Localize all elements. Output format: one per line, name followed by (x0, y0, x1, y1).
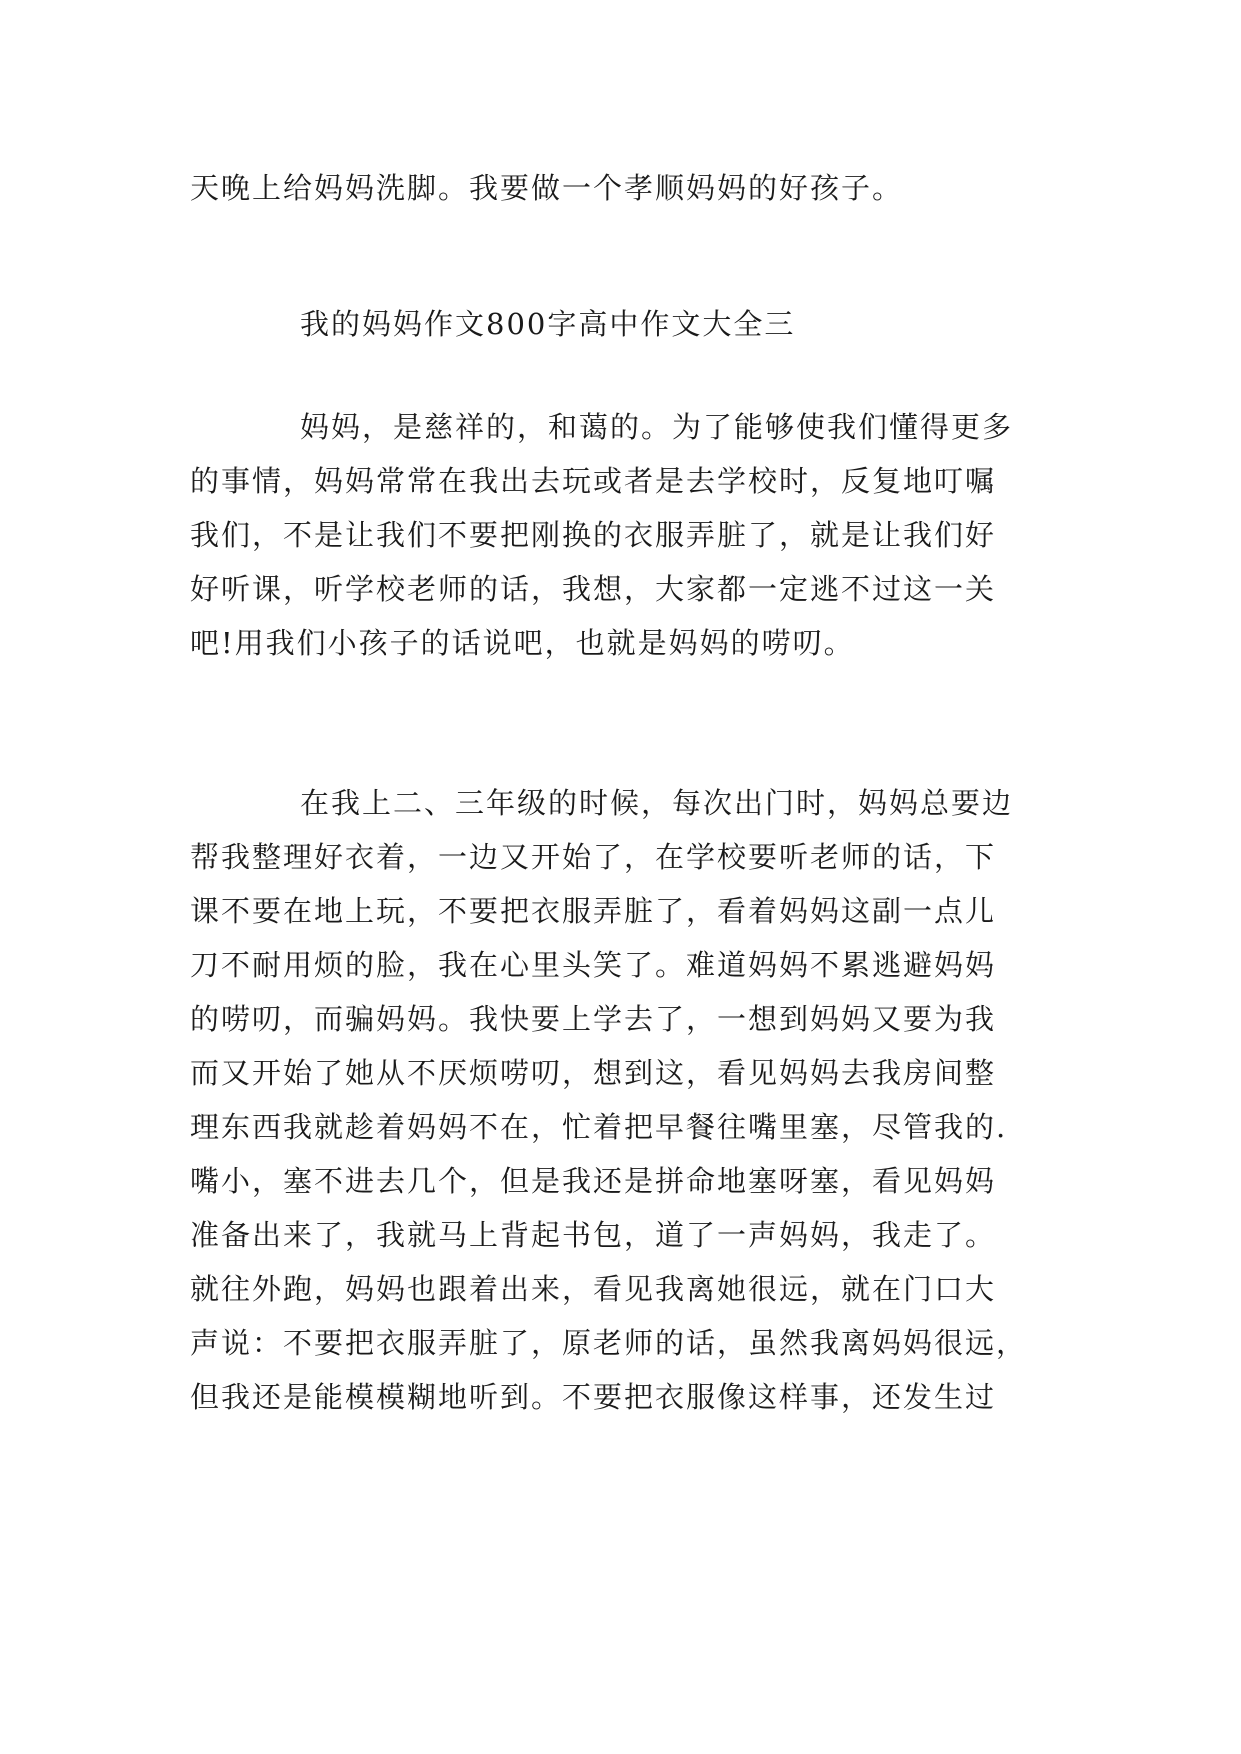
paragraph-line: 我们，不是让我们不要把刚换的衣服弄脏了，就是让我们好 (190, 518, 997, 552)
paragraph-line: 吧!用我们小孩子的话说吧，也就是妈妈的唠叨。 (190, 626, 855, 660)
paragraph-line: 就往外跑，妈妈也跟着出来，看见我离她很远，就在门口大 (190, 1272, 997, 1306)
paragraph-line: 理东西我就趁着妈妈不在，忙着把早餐往嘴里塞，尽管我的. (190, 1110, 1008, 1144)
paragraph-line: 课不要在地上玩，不要把衣服弄脏了，看着妈妈这副一点儿 (190, 894, 997, 928)
section-title: 我的妈妈作文800字高中作文大全三 (300, 307, 796, 341)
paragraph-line: 的唠叨，而骗妈妈。我快要上学去了，一想到妈妈又要为我 (190, 1002, 997, 1036)
paragraph-line: 的事情，妈妈常常在我出去玩或者是去学校时，反复地叮嘱 (190, 464, 997, 498)
paragraph-line: 妈妈，是慈祥的，和蔼的。为了能够使我们懂得更多 (300, 410, 1014, 444)
carryover-line: 天晚上给妈妈洗脚。我要做一个孝顺妈妈的好孩子。 (190, 171, 904, 205)
paragraph-line: 但我还是能模模糊地听到。不要把衣服像这样事，还发生过 (190, 1380, 997, 1414)
paragraph-line: 声说：不要把衣服弄脏了，原老师的话，虽然我离妈妈很远， (190, 1326, 1028, 1360)
paragraph-line: 准备出来了，我就马上背起书包，道了一声妈妈，我走了。 (190, 1218, 997, 1252)
paragraph-line: 刀不耐用烦的脸，我在心里头笑了。难道妈妈不累逃避妈妈 (190, 948, 997, 982)
paragraph-line: 好听课，听学校老师的话，我想，大家都一定逃不过这一关 (190, 572, 997, 606)
paragraph-line: 帮我整理好衣着，一边又开始了，在学校要听老师的话，下 (190, 840, 997, 874)
paragraph-line: 在我上二、三年级的时候，每次出门时，妈妈总要边 (300, 786, 1014, 820)
paragraph-line: 而又开始了她从不厌烦唠叨，想到这，看见妈妈去我房间整 (190, 1056, 997, 1090)
paragraph-line: 嘴小，塞不进去几个，但是我还是拼命地塞呀塞，看见妈妈 (190, 1164, 997, 1198)
